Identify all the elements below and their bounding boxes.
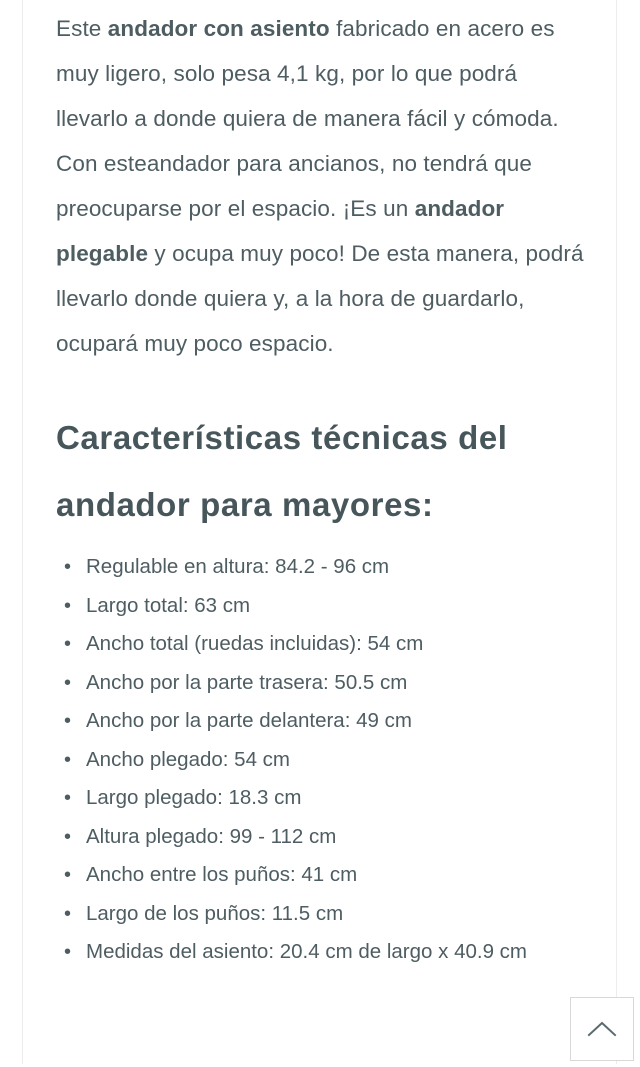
intro-emphasis: andador con asiento xyxy=(107,16,330,41)
page-rule-right xyxy=(616,0,617,1067)
intro-text: fabricado en acero es muy ligero, solo pesa 4,1 kg, por lo que podrá llevarlo a donde quiera de manera fácil y cómoda. Con esteandador para ancianos, no tendrá que preocuparse por el espacio. ¡Es un xyxy=(56,16,559,221)
list-item: • Ancho plegado: 54 cm xyxy=(56,741,586,780)
list-item: • Ancho por la parte trasera: 50.5 cm xyxy=(56,664,586,703)
list-item: • Regulable en altura: 84.2 - 96 cm xyxy=(56,548,586,587)
list-item: • Altura plegado: 99 - 112 cm xyxy=(56,818,586,857)
list-item: • Largo de los puños: 11.5 cm xyxy=(56,895,586,934)
section-title: Características técnicas del andador para mayores: xyxy=(56,419,508,523)
list-item: • Ancho total (ruedas incluidas): 54 cm xyxy=(56,625,586,664)
article-content xyxy=(56,0,586,972)
intro-paragraph xyxy=(56,0,586,366)
intro-emphasis: andador plegable xyxy=(56,196,505,266)
technical-specs-list xyxy=(56,548,586,972)
list-item: • Ancho por la parte delantera: 49 cm xyxy=(56,702,586,741)
intro-text: y ocupa muy poco! De esta manera, podrá llevarlo donde quiera y, a la hora de guardarlo, ocupará muy poco espacio. xyxy=(56,241,584,356)
list-item: • Largo total: 63 cm xyxy=(56,587,586,626)
chevron-up-icon xyxy=(587,1020,617,1038)
list-item: • Ancho entre los puños: 41 cm xyxy=(56,856,586,895)
intro-text: Este xyxy=(56,16,108,41)
list-item: • Medidas del asiento: 20.4 cm de largo x 40.9 cm xyxy=(56,933,586,972)
list-item: • Largo plegado: 18.3 cm xyxy=(56,779,586,818)
scroll-to-top-button[interactable] xyxy=(570,997,634,1061)
page-rule-left xyxy=(22,0,23,1067)
